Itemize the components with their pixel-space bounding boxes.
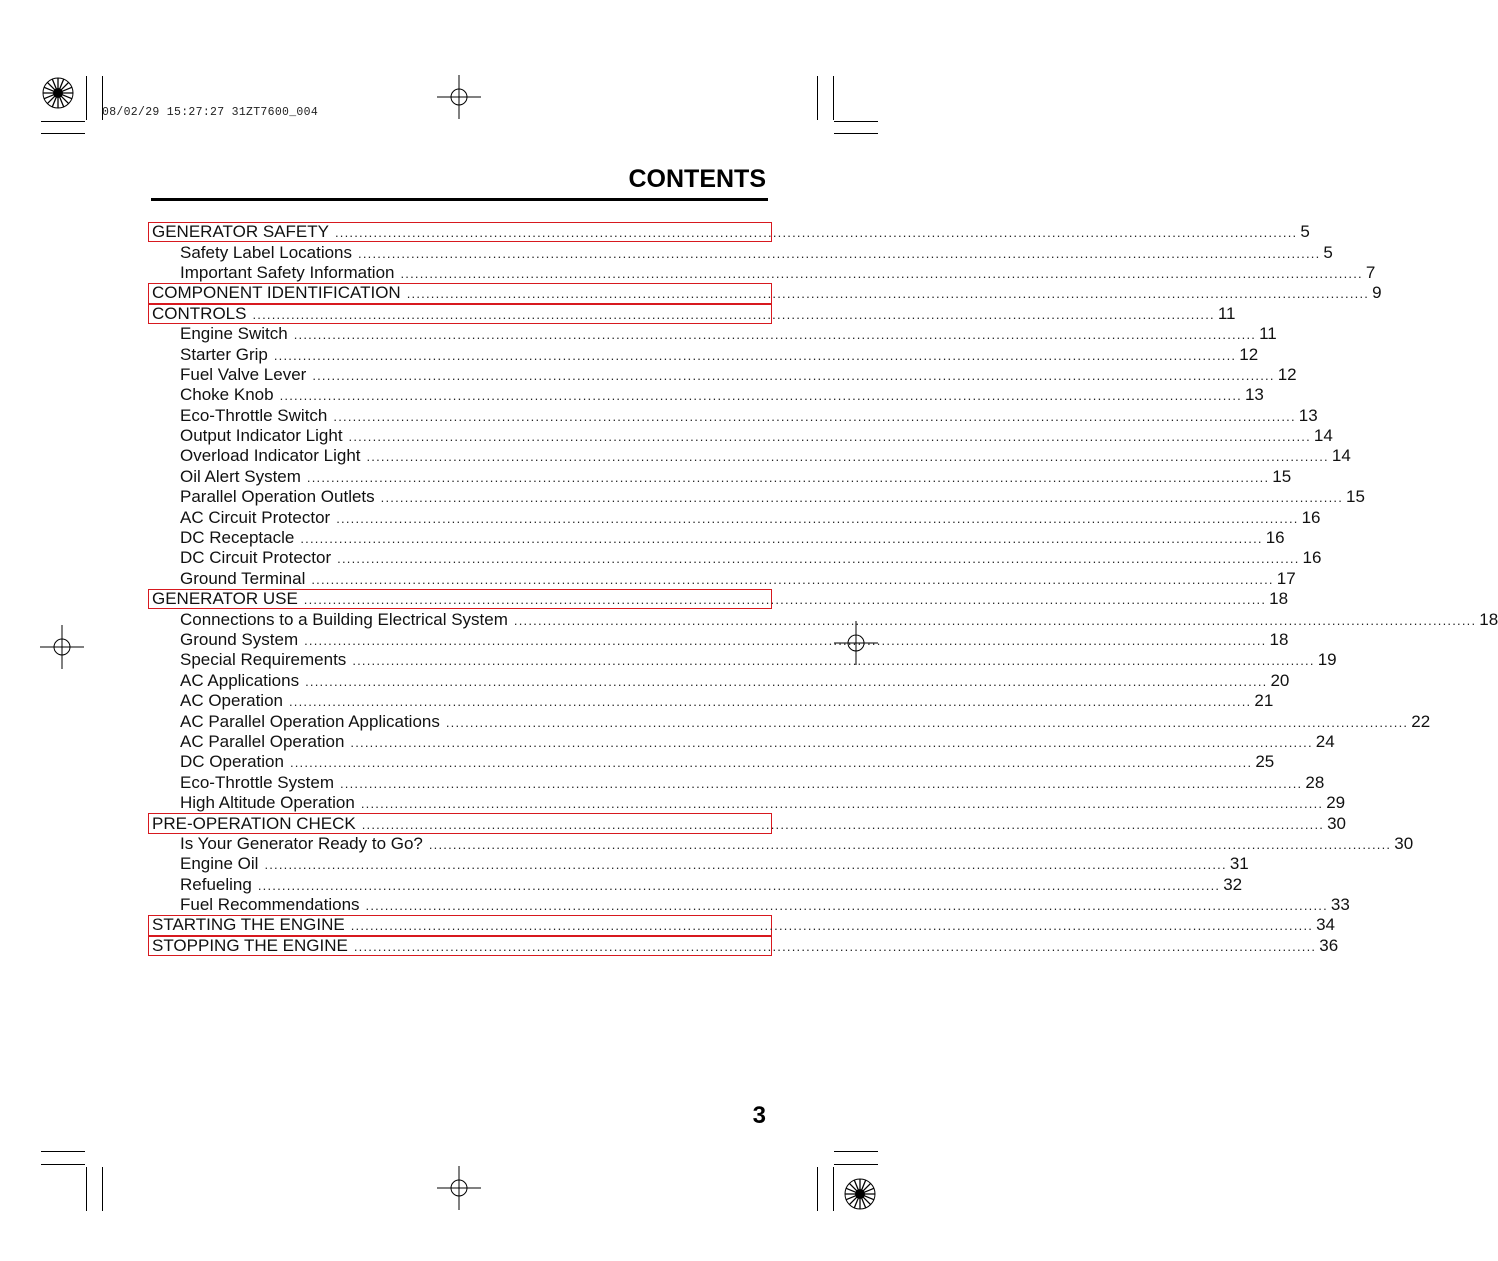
toc-entry-label: GENERATOR SAFETY — [152, 222, 329, 242]
toc-entry-label: AC Circuit Protector — [180, 507, 331, 527]
dot-leader: ........................................................................................................................................................................................................ — [293, 327, 1257, 343]
toc-entry-link[interactable] — [148, 793, 1346, 813]
toc-entry-label: COMPONENT IDENTIFICATION — [152, 283, 401, 303]
crop-mark-icon — [86, 1167, 87, 1211]
toc-entry-page: 11 — [1217, 303, 1236, 323]
dot-leader: ........................................................................................................................................................................................................ — [312, 367, 1275, 383]
toc-entry-page: 28 — [1305, 772, 1325, 792]
toc-entry-link[interactable] — [148, 752, 1275, 772]
toc-entry-link[interactable] — [148, 385, 1264, 405]
toc-entry-label: Choke Knob — [180, 385, 274, 405]
toc-entry-label: Ground Terminal — [180, 568, 306, 588]
toc-entry-page: 19 — [1317, 650, 1337, 670]
toc-entry-page: 14 — [1331, 446, 1351, 466]
toc-entry-label: Fuel Valve Lever — [180, 364, 307, 384]
toc-section-link[interactable] — [148, 935, 1339, 956]
toc-entry-page: 15 — [1272, 466, 1292, 486]
toc-entry-link[interactable] — [148, 507, 1321, 527]
toc-entry-label: Connections to a Building Electrical System — [180, 609, 508, 629]
toc-entry-page: 18 — [1269, 589, 1289, 609]
crop-mark-icon — [86, 76, 87, 120]
toc-section-link[interactable] — [148, 589, 1289, 609]
toc-entry-label: Is Your Generator Ready to Go? — [180, 833, 423, 853]
toc-entry-page: 16 — [1265, 528, 1285, 548]
toc-entry-label: DC Circuit Protector — [180, 548, 332, 568]
dot-leader: ........................................................................................................................................................................................................ — [366, 449, 1329, 465]
toc-entry-label: Special Requirements — [180, 650, 347, 670]
toc-entry-link[interactable] — [148, 324, 1277, 344]
dot-leader: ........................................................................................................................................................................................................ — [337, 551, 1300, 567]
toc-entry-page: 34 — [1316, 915, 1335, 935]
toc-entry-page: 32 — [1223, 874, 1243, 894]
crop-mark-icon — [817, 1167, 818, 1211]
toc-entry-label: DC Receptacle — [180, 528, 295, 548]
toc-entry-page: 20 — [1270, 670, 1290, 690]
dot-leader: ........................................................................................................................................................................................................ — [333, 408, 1296, 424]
dot-leader: ........................................................................................................................................................................................................ — [428, 836, 1392, 852]
crop-mark-icon — [102, 1167, 103, 1211]
dot-leader: ........................................................................................................................................................................................................ — [513, 612, 1477, 628]
crop-mark-icon — [833, 1167, 834, 1211]
toc-entry-page: 18 — [1269, 630, 1289, 649]
toc-entry-label: High Altitude Operation — [180, 793, 355, 813]
crop-mark-icon — [41, 1151, 85, 1152]
toc-entry-link[interactable] — [148, 609, 1498, 629]
toc-entry-link[interactable] — [148, 630, 1289, 650]
crop-mark-icon — [41, 1164, 85, 1165]
dot-leader: ........................................................................................................................................................................................................ — [306, 469, 1270, 485]
dot-leader: ........................................................................................................................................................................................................ — [304, 633, 1267, 648]
crop-mark-icon — [834, 1151, 878, 1152]
page-title: CONTENTS — [628, 165, 766, 193]
crop-mark-icon — [817, 76, 818, 120]
crop-mark-icon — [834, 121, 878, 122]
toc-entry-link[interactable] — [148, 833, 1414, 854]
toc-entry-link[interactable] — [148, 650, 1337, 670]
dot-leader: ........................................................................................................................................................................................................ — [305, 673, 1268, 689]
crop-mark-icon — [833, 76, 834, 120]
dot-leader: ........................................................................................................................................................................................................ — [360, 796, 1324, 812]
toc-entry-label: Oil Alert System — [180, 466, 301, 486]
toc-entry-link[interactable] — [148, 242, 1333, 262]
toc-entry-page: 25 — [1255, 752, 1275, 772]
toc-entry-link[interactable] — [148, 895, 1350, 915]
crosshair-icon — [40, 625, 84, 669]
toc-entry-link[interactable] — [148, 262, 1376, 283]
toc-entry-label: AC Applications — [180, 670, 300, 690]
toc-entry-link[interactable] — [148, 364, 1297, 385]
dot-leader: ........................................................................................................................................................................................................ — [400, 265, 1363, 281]
toc-entry-label: Important Safety Information — [180, 262, 395, 282]
toc-entry-label: STARTING THE ENGINE — [152, 915, 345, 935]
dot-leader: ........................................................................................................................................................................................................ — [445, 714, 1409, 730]
toc-entry-page: 18 — [1479, 609, 1498, 629]
toc-entry-label: Overload Indicator Light — [180, 446, 361, 466]
toc-entry-link[interactable] — [148, 854, 1249, 874]
toc-entry-page: 29 — [1326, 793, 1346, 813]
dot-leader: ........................................................................................................................................................................................................ — [289, 755, 1253, 771]
crosshair-icon — [437, 1166, 481, 1210]
toc-entry-link[interactable] — [148, 691, 1274, 711]
toc-entry-link[interactable] — [148, 731, 1335, 752]
toc-entry-page: 14 — [1313, 426, 1333, 446]
dot-leader: ........................................................................................................................................................................................................ — [311, 571, 1274, 587]
dot-leader: ........................................................................................................................................................................................................ — [336, 510, 1299, 526]
toc-entry-label: AC Parallel Operation Applications — [180, 711, 440, 731]
toc-entry-page: 33 — [1330, 895, 1350, 915]
toc-entry-page: 17 — [1276, 568, 1296, 588]
toc-entry-page: 12 — [1277, 364, 1297, 384]
title-rule — [151, 198, 768, 201]
toc-entry-page: 22 — [1411, 711, 1431, 731]
toc-entry-label: Refueling — [180, 874, 252, 894]
toc-entry-label: Parallel Operation Outlets — [180, 487, 375, 507]
toc-entry-page: 11 — [1259, 324, 1277, 344]
dot-leader: ........................................................................................................................................................................................................ — [361, 816, 1325, 832]
toc-entry-link[interactable] — [148, 568, 1296, 589]
dot-leader: ........................................................................................................................................................................................................ — [350, 734, 1313, 750]
crop-mark-icon — [41, 121, 85, 122]
toc-entry-page: 5 — [1323, 242, 1333, 262]
toc-entry-page: 7 — [1365, 262, 1376, 282]
print-info: 08/02/29 15:27:27 31ZT7600_004 — [102, 106, 319, 119]
table-of-contents — [148, 222, 1498, 956]
dot-leader: ........................................................................................................................................................................................................ — [264, 857, 1227, 873]
dot-leader: ........................................................................................................................................................................................................ — [300, 531, 1263, 547]
toc-entry-link[interactable] — [148, 344, 1259, 364]
toc-entry-label: Starter Grip — [180, 344, 268, 364]
toc-entry-link[interactable] — [148, 426, 1333, 446]
toc-entry-link[interactable] — [148, 711, 1431, 731]
toc-section-link[interactable] — [148, 915, 1335, 935]
toc-entry-page: 21 — [1254, 691, 1274, 711]
toc-entry-link[interactable] — [148, 874, 1243, 895]
dot-leader: ........................................................................................................................................................................................................ — [252, 306, 1215, 322]
toc-entry-link[interactable] — [148, 528, 1285, 548]
toc-entry-label: Fuel Recommendations — [180, 895, 360, 915]
toc-entry-label: Ground System — [180, 630, 299, 649]
crop-mark-icon — [834, 133, 878, 134]
toc-entry-label: Eco-Throttle System — [180, 772, 334, 792]
toc-entry-label: STOPPING THE ENGINE — [152, 935, 348, 955]
toc-entry-page: 31 — [1229, 854, 1249, 874]
dot-leader: ........................................................................................................................................................................................................ — [358, 245, 1321, 261]
toc-entry-label: Output Indicator Light — [180, 426, 343, 446]
toc-section-link[interactable] — [148, 813, 1347, 833]
dot-leader: ........................................................................................................................................................................................................ — [340, 775, 1303, 791]
toc-entry-page: 24 — [1315, 731, 1335, 751]
crop-mark-icon — [41, 133, 85, 134]
toc-entry-link[interactable] — [148, 446, 1351, 466]
toc-section-link[interactable] — [148, 222, 1310, 242]
dot-leader: ........................................................................................................................................................................................................ — [257, 877, 1221, 893]
toc-entry-label: Engine Switch — [180, 324, 288, 344]
toc-entry-label: DC Operation — [180, 752, 284, 772]
toc-entry-label: Safety Label Locations — [180, 242, 353, 262]
toc-entry-page: 5 — [1300, 222, 1310, 242]
registration-sun-icon — [843, 1177, 877, 1211]
toc-entry-label: Eco-Throttle Switch — [180, 405, 328, 425]
toc-entry-page: 16 — [1302, 548, 1322, 568]
toc-entry-label: CONTROLS — [152, 303, 247, 323]
dot-leader: ........................................................................................................................................................................................................ — [348, 429, 1311, 445]
page-number: 3 — [752, 1102, 766, 1129]
toc-entry-link[interactable] — [148, 466, 1292, 487]
dot-leader: ........................................................................................................................................................................................................ — [273, 347, 1237, 363]
toc-entry-label: Engine Oil — [180, 854, 259, 874]
dot-leader: ........................................................................................................................................................................................................ — [334, 225, 1298, 241]
dot-leader: ........................................................................................................................................................................................................ — [353, 938, 1317, 954]
toc-entry-link[interactable] — [148, 405, 1318, 426]
dot-leader: ........................................................................................................................................................................................................ — [303, 592, 1267, 608]
dot-leader: ........................................................................................................................................................................................................ — [380, 490, 1344, 506]
dot-leader: ........................................................................................................................................................................................................ — [289, 694, 1252, 710]
toc-entry-page: 13 — [1244, 385, 1264, 405]
toc-entry-label: PRE-OPERATION CHECK — [152, 813, 356, 833]
toc-entry-page: 30 — [1394, 833, 1414, 853]
toc-entry-page: 13 — [1298, 405, 1318, 425]
toc-entry-page: 30 — [1327, 813, 1347, 833]
toc-entry-link[interactable] — [148, 548, 1322, 568]
toc-entry-page: 36 — [1319, 935, 1339, 955]
toc-entry-label: AC Parallel Operation — [180, 731, 345, 751]
dot-leader: ........................................................................................................................................................................................................ — [279, 388, 1242, 404]
toc-entry-link[interactable] — [148, 772, 1325, 793]
dot-leader: ........................................................................................................................................................................................................ — [365, 898, 1328, 914]
toc-entry-link[interactable] — [148, 487, 1365, 507]
dot-leader: ........................................................................................................................................................................................................ — [352, 653, 1315, 669]
toc-section-link[interactable] — [148, 303, 1236, 324]
dot-leader: ........................................................................................................................................................................................................ — [406, 286, 1370, 302]
toc-section-link[interactable] — [148, 283, 1382, 303]
crop-mark-icon — [834, 1164, 878, 1165]
toc-entry-label: GENERATOR USE — [152, 589, 298, 609]
toc-entry-page: 16 — [1301, 507, 1321, 527]
registration-sun-icon — [41, 76, 75, 110]
toc-entry-page: 15 — [1346, 487, 1365, 507]
toc-entry-label: AC Operation — [180, 691, 283, 711]
crosshair-icon — [437, 75, 481, 119]
toc-entry-link[interactable] — [148, 670, 1290, 691]
toc-entry-page: 12 — [1239, 344, 1259, 364]
toc-entry-page: 9 — [1372, 283, 1382, 303]
dot-leader: ........................................................................................................................................................................................................ — [350, 918, 1314, 934]
